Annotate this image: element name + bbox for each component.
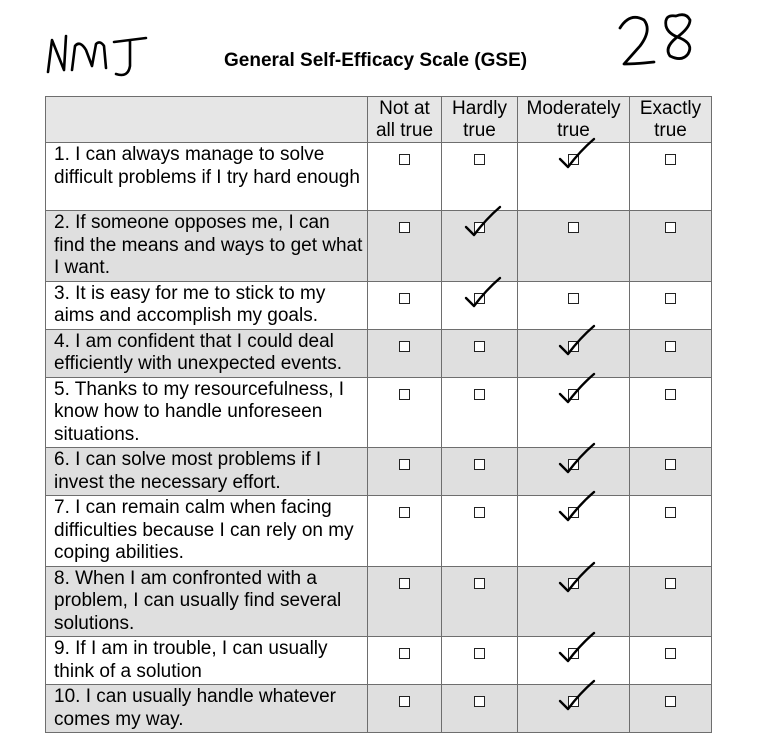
option-cell-exactly-true xyxy=(630,496,712,567)
option-cell-not-at-all-true xyxy=(368,566,442,637)
table-row xyxy=(46,329,712,377)
item-text: 2. If someone opposes me, I can find the means and ways to get what I want. xyxy=(46,211,368,282)
option-cell-exactly-true xyxy=(630,566,712,637)
item-text: 1. I can always manage to solve difficult problems if I try hard enough xyxy=(46,143,368,211)
checkbox-hardly-true[interactable] xyxy=(474,389,485,400)
item-text: 3. It is easy for me to stick to my aims and accomplish my goals. xyxy=(46,281,368,329)
option-cell-hardly-true xyxy=(442,329,518,377)
checkbox-not-at-all-true[interactable] xyxy=(399,578,410,589)
option-cell-not-at-all-true xyxy=(368,496,442,567)
table-row xyxy=(46,566,712,637)
option-cell-moderately-true xyxy=(518,211,630,282)
handwritten-check-mark xyxy=(550,442,610,486)
checkbox-not-at-all-true[interactable] xyxy=(399,222,410,233)
option-cell-not-at-all-true xyxy=(368,637,442,685)
checkbox-hardly-true[interactable] xyxy=(474,578,485,589)
option-cell-hardly-true xyxy=(442,448,518,496)
table-row xyxy=(46,496,712,567)
handwritten-check-mark xyxy=(550,137,610,181)
checkbox-exactly-true[interactable] xyxy=(665,696,676,707)
form-title: General Self-Efficacy Scale (GSE) xyxy=(224,50,528,71)
header-not-at-all-true: Not at all true xyxy=(368,97,442,143)
checkbox-not-at-all-true[interactable] xyxy=(399,293,410,304)
option-cell-not-at-all-true xyxy=(368,448,442,496)
header-moderately-true: Moderately true xyxy=(518,97,630,143)
option-cell-moderately-true xyxy=(518,377,630,448)
table-row xyxy=(46,143,712,211)
option-cell-exactly-true xyxy=(630,211,712,282)
handwritten-check-mark xyxy=(456,205,516,249)
table-row xyxy=(46,281,712,329)
item-text: 9. If I am in trouble, I can usually think of a solution xyxy=(46,637,368,685)
table-row xyxy=(46,637,712,685)
item-text: 8. When I am confronted with a problem, I can usually find several solutions. xyxy=(46,566,368,637)
handwritten-check-mark xyxy=(550,631,610,675)
option-cell-moderately-true xyxy=(518,143,630,211)
item-text: 4. I am confident that I could deal efficiently with unexpected events. xyxy=(46,329,368,377)
checkbox-exactly-true[interactable] xyxy=(665,154,676,165)
checkbox-not-at-all-true[interactable] xyxy=(399,154,410,165)
option-cell-exactly-true xyxy=(630,448,712,496)
checkbox-exactly-true[interactable] xyxy=(665,341,676,352)
option-cell-hardly-true xyxy=(442,685,518,733)
option-cell-moderately-true xyxy=(518,281,630,329)
table-row xyxy=(46,685,712,733)
option-cell-not-at-all-true xyxy=(368,281,442,329)
item-text: 10. I can usually handle whatever comes my way. xyxy=(46,685,368,733)
checkbox-exactly-true[interactable] xyxy=(665,507,676,518)
checkbox-not-at-all-true[interactable] xyxy=(399,341,410,352)
handwritten-score xyxy=(620,15,690,64)
checkbox-not-at-all-true[interactable] xyxy=(399,389,410,400)
header-blank xyxy=(46,97,368,143)
option-cell-moderately-true xyxy=(518,329,630,377)
option-cell-exactly-true xyxy=(630,329,712,377)
item-text: 7. I can remain calm when facing difficulties because I can rely on my coping abilities. xyxy=(46,496,368,567)
option-cell-moderately-true xyxy=(518,637,630,685)
header-row xyxy=(46,97,712,143)
checkbox-not-at-all-true[interactable] xyxy=(399,459,410,470)
table-row xyxy=(46,377,712,448)
handwritten-check-mark xyxy=(550,490,610,534)
table-row xyxy=(46,448,712,496)
checkbox-hardly-true[interactable] xyxy=(474,459,485,470)
checkbox-hardly-true[interactable] xyxy=(474,341,485,352)
handwritten-check-mark xyxy=(550,324,610,368)
checkbox-hardly-true[interactable] xyxy=(474,648,485,659)
item-text: 6. I can solve most problems if I invest the necessary effort. xyxy=(46,448,368,496)
option-cell-hardly-true xyxy=(442,496,518,567)
option-cell-exactly-true xyxy=(630,377,712,448)
header-exactly-true: Exactly true xyxy=(630,97,712,143)
checkbox-exactly-true[interactable] xyxy=(665,459,676,470)
checkbox-hardly-true[interactable] xyxy=(474,696,485,707)
checkbox-not-at-all-true[interactable] xyxy=(399,507,410,518)
option-cell-hardly-true xyxy=(442,566,518,637)
handwritten-check-mark xyxy=(456,276,516,320)
handwritten-initials xyxy=(48,36,146,75)
gse-table xyxy=(45,96,712,733)
checkbox-moderately-true[interactable] xyxy=(568,222,579,233)
checkbox-hardly-true[interactable] xyxy=(474,507,485,518)
option-cell-hardly-true xyxy=(442,637,518,685)
checkbox-not-at-all-true[interactable] xyxy=(399,648,410,659)
option-cell-hardly-true xyxy=(442,143,518,211)
option-cell-moderately-true xyxy=(518,685,630,733)
header-hardly-true: Hardly true xyxy=(442,97,518,143)
checkbox-exactly-true[interactable] xyxy=(665,293,676,304)
option-cell-not-at-all-true xyxy=(368,211,442,282)
checkbox-hardly-true[interactable] xyxy=(474,154,485,165)
option-cell-hardly-true xyxy=(442,377,518,448)
checkbox-exactly-true[interactable] xyxy=(665,578,676,589)
option-cell-exactly-true xyxy=(630,637,712,685)
option-cell-moderately-true xyxy=(518,496,630,567)
table-row xyxy=(46,211,712,282)
option-cell-not-at-all-true xyxy=(368,685,442,733)
option-cell-hardly-true xyxy=(442,281,518,329)
option-cell-exactly-true xyxy=(630,281,712,329)
handwritten-check-mark xyxy=(550,372,610,416)
option-cell-hardly-true xyxy=(442,211,518,282)
option-cell-not-at-all-true xyxy=(368,143,442,211)
option-cell-not-at-all-true xyxy=(368,329,442,377)
checkbox-exactly-true[interactable] xyxy=(665,389,676,400)
option-cell-not-at-all-true xyxy=(368,377,442,448)
handwritten-check-mark xyxy=(550,561,610,605)
item-text: 5. Thanks to my resourcefulness, I know how to handle unforeseen situations. xyxy=(46,377,368,448)
option-cell-exactly-true xyxy=(630,143,712,211)
option-cell-exactly-true xyxy=(630,685,712,733)
checkbox-not-at-all-true[interactable] xyxy=(399,696,410,707)
option-cell-moderately-true xyxy=(518,448,630,496)
handwritten-check-mark xyxy=(550,679,610,723)
option-cell-moderately-true xyxy=(518,566,630,637)
checkbox-exactly-true[interactable] xyxy=(665,222,676,233)
checkbox-moderately-true[interactable] xyxy=(568,293,579,304)
checkbox-exactly-true[interactable] xyxy=(665,648,676,659)
